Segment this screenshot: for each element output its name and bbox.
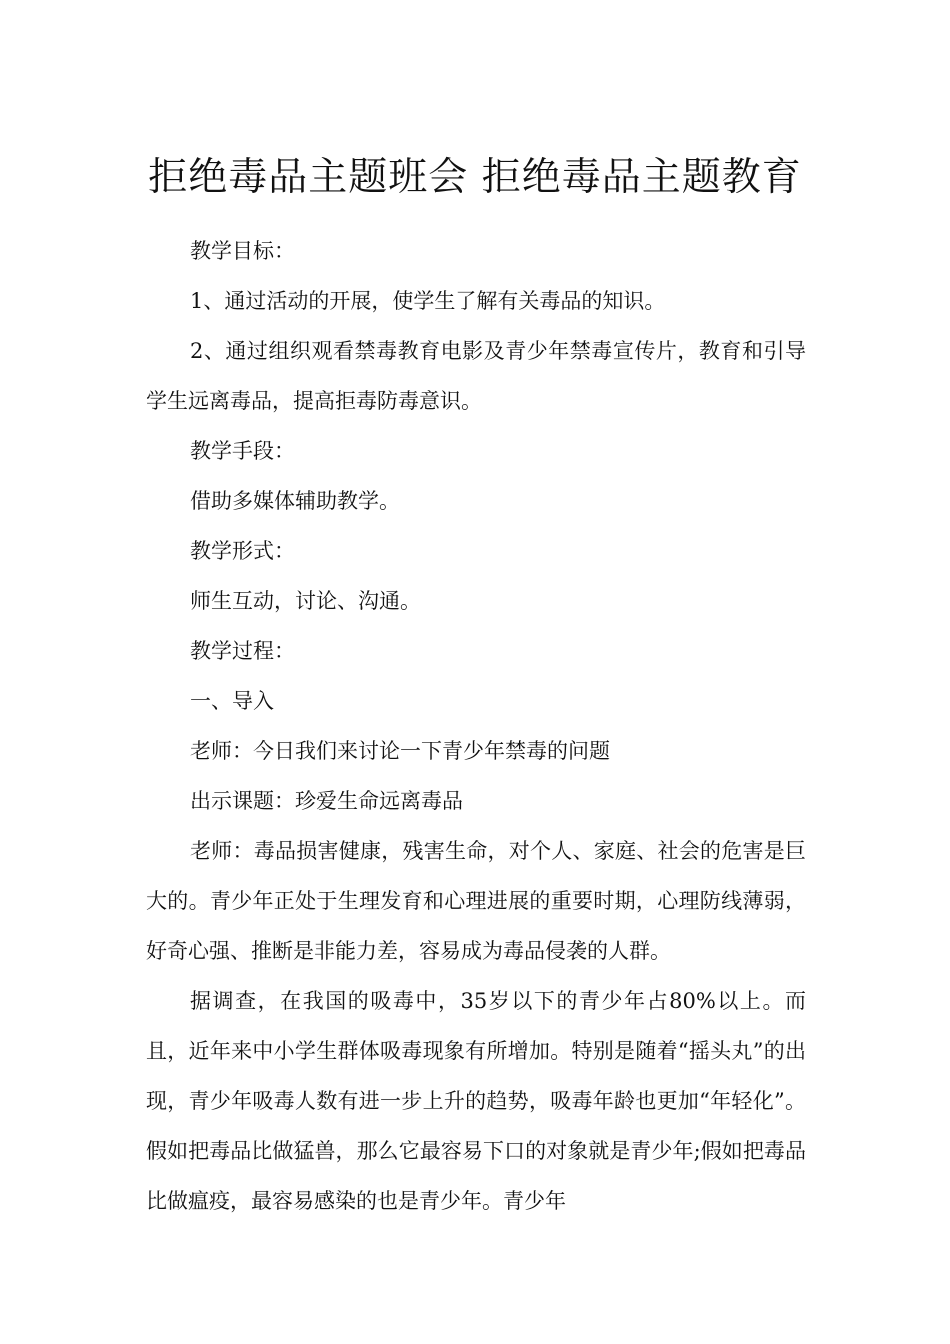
- paragraph-teaching-process-heading: 教学过程：: [190, 639, 295, 663]
- document-body: [146, 226, 806, 1226]
- paragraph-teaching-goals-heading: 教学目标：: [190, 239, 295, 263]
- paragraph-teaching-means: 借助多媒体辅助教学。: [190, 489, 400, 513]
- paragraph-teaching-form: 师生互动，讨论、沟通。: [190, 589, 421, 613]
- paragraph-teacher-harm: 老师：毒品损害健康，残害生命，对个人、家庭、社会的危害是巨大的。青少年正处于生理发育和心理进展的重要时期，心理防线薄弱，好奇心强、推断是非能力差，容易成为毒品侵袭的人群。: [146, 839, 806, 963]
- paragraph-goal-2: 2、通过组织观看禁毒教育电影及青少年禁毒宣传片，教育和引导学生远离毒品，提高拒毒防毒意识。: [146, 339, 806, 413]
- paragraph-survey: 据调查，在我国的吸毒中，35岁以下的青少年占80%以上。而且，近年来中小学生群体吸毒现象有所增加。特别是随着“摇头丸”的出现，青少年吸毒人数有进一步上升的趋势，吸毒年龄也更加“年轻化”。假如把毒品比做猛兽，那么它最容易下口的对象就是青少年;假如把毒品比做瘟疫，最容易感染的也是青少年。青少年: [146, 989, 806, 1213]
- paragraph-topic: 出示课题：珍爱生命远离毒品: [190, 789, 463, 813]
- paragraph-teaching-means-heading: 教学手段：: [190, 439, 295, 463]
- paragraph-goal-1: 1、通过活动的开展，使学生了解有关毒品的知识。: [190, 289, 666, 313]
- paragraph-section-intro: 一、导入: [190, 689, 274, 713]
- paragraph-teaching-form-heading: 教学形式：: [190, 539, 295, 563]
- document-title: 拒绝毒品主题班会 拒绝毒品主题教育: [148, 155, 802, 201]
- paragraph-teacher-opening: 老师：今日我们来讨论一下青少年禁毒的问题: [190, 739, 610, 763]
